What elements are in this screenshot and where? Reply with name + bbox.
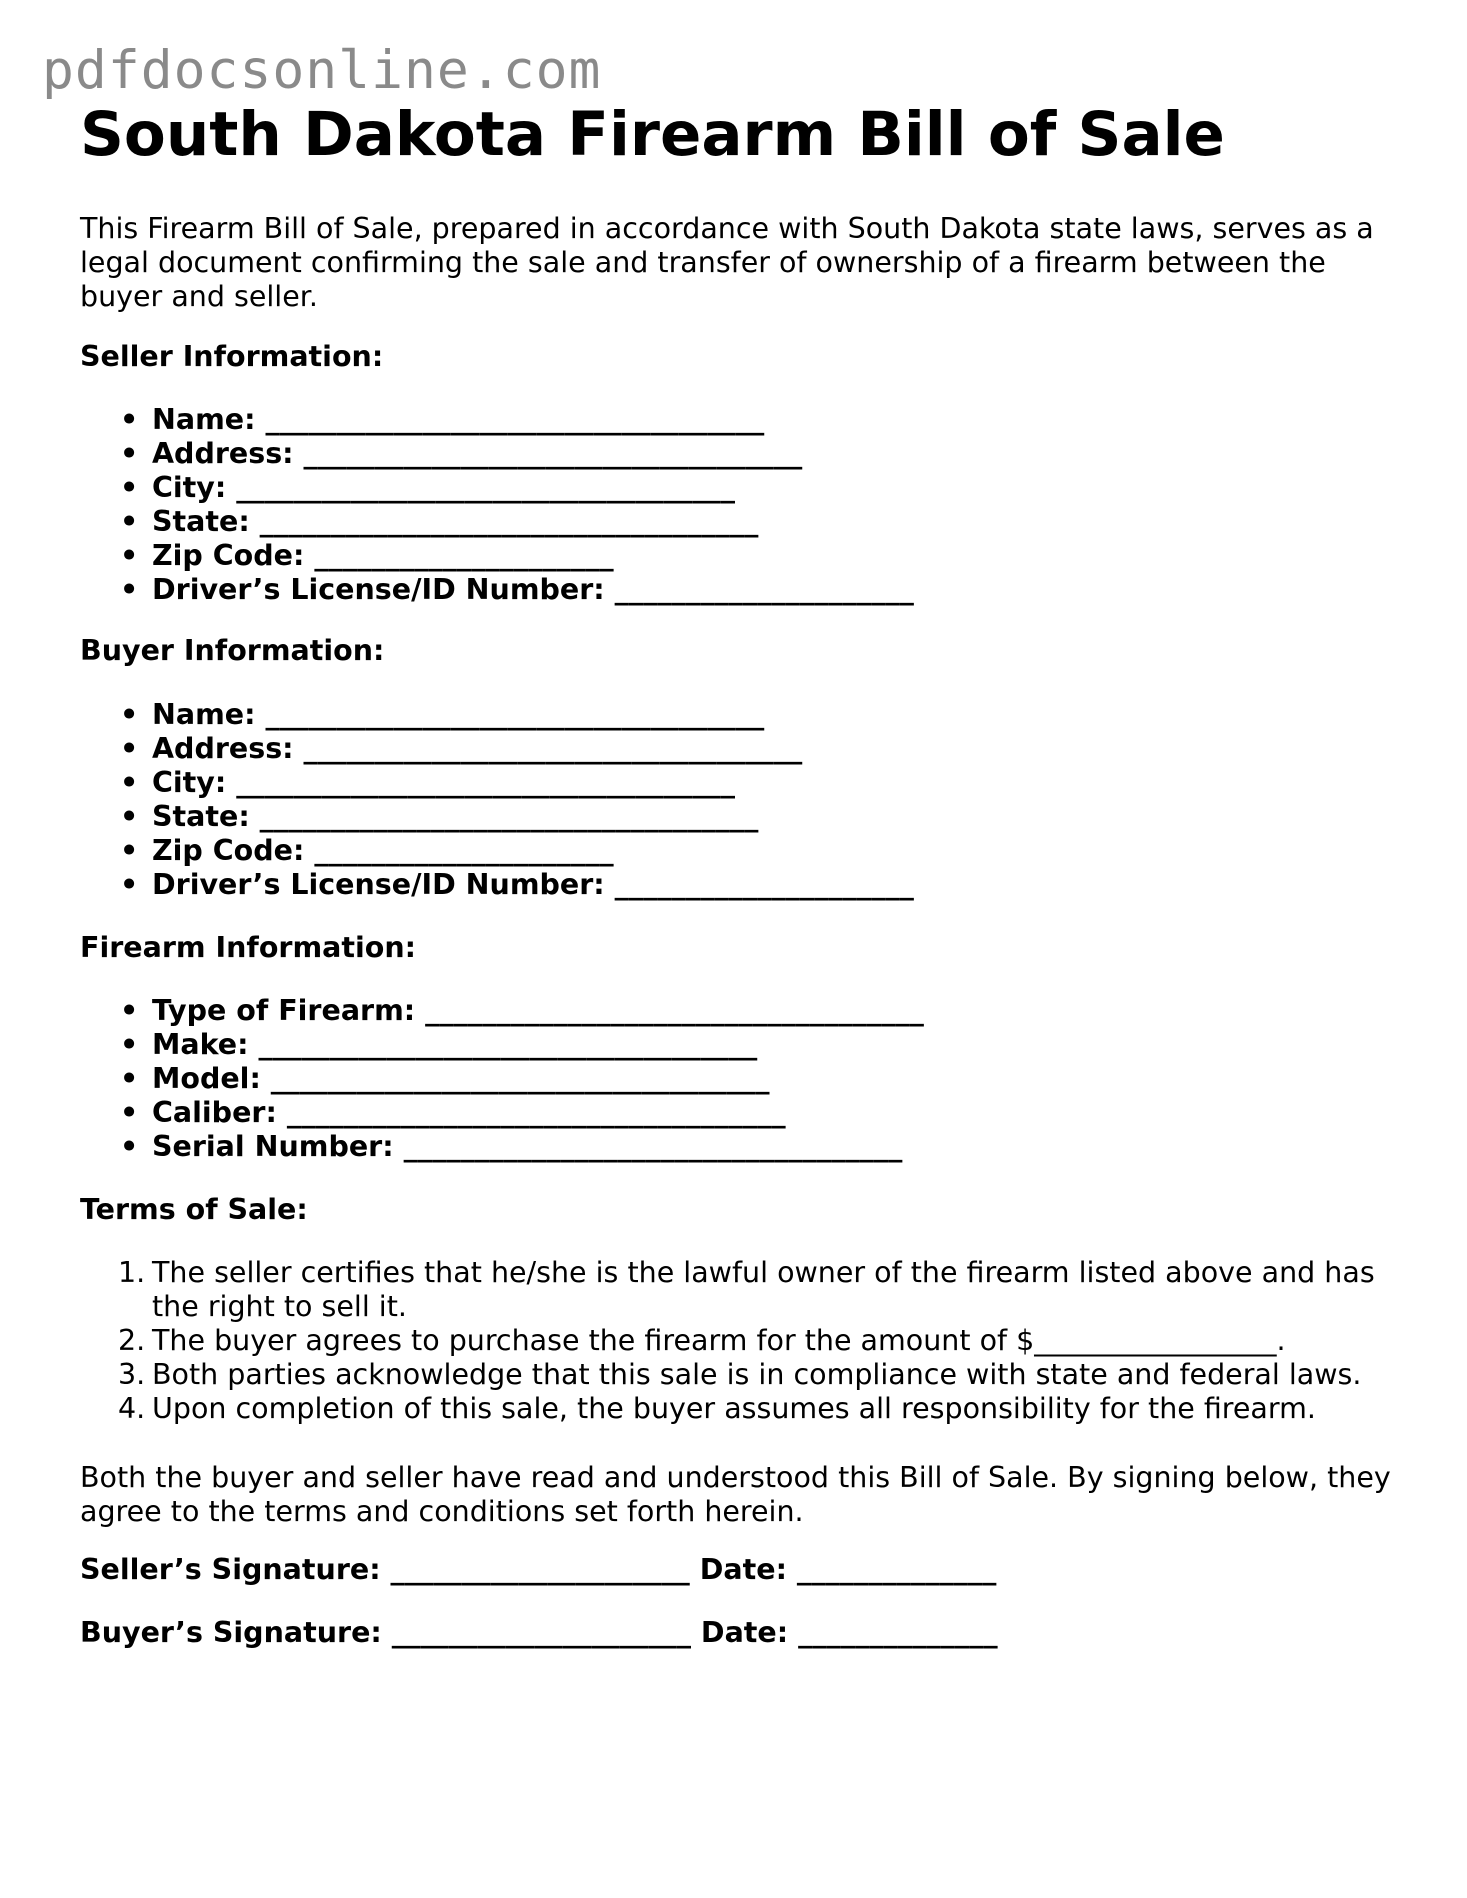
terms-list — [80, 1256, 1400, 1426]
buyer-license-field[interactable]: • Driver’s License/ID Number: _____________________ — [80, 868, 914, 902]
term-item: 4. Upon completion of this sale, the buyer assumes all responsibility for the firearm. — [118, 1392, 1316, 1425]
seller-signature-row — [80, 1553, 996, 1587]
firearm-caliber-field[interactable]: • Caliber: ___________________________________ — [80, 1096, 924, 1130]
seller-address-field[interactable]: • Address: ___________________________________ — [80, 437, 914, 471]
firearm-make-field[interactable]: • Make: ___________________________________ — [80, 1028, 924, 1062]
seller-date-label: Date: — [699, 1553, 787, 1586]
buyer-signature-row — [80, 1616, 998, 1650]
closing-paragraph: Both the buyer and seller have read and understood this Bill of Sale. By signing below, they agree to the terms and conditions set forth herein. — [80, 1461, 1391, 1528]
buyer-address-field[interactable]: • Address: ___________________________________ — [80, 732, 914, 766]
buyer-zip-field[interactable]: • Zip Code: _____________________ — [80, 834, 914, 868]
buyer-date-line[interactable]: ______________ — [798, 1616, 998, 1649]
seller-section-heading: Seller Information: — [80, 340, 384, 373]
buyer-state-field[interactable]: • State: ___________________________________ — [80, 800, 914, 834]
firearm-serial-field[interactable]: • Serial Number: ___________________________________ — [80, 1130, 924, 1164]
seller-fields-list — [80, 403, 914, 607]
terms-section-heading: Terms of Sale: — [80, 1193, 308, 1226]
buyer-name-field[interactable]: • Name: ___________________________________ — [80, 698, 914, 732]
buyer-section-heading: Buyer Information: — [80, 634, 385, 667]
buyer-signature-line[interactable]: _____________________ — [391, 1616, 691, 1649]
seller-state-field[interactable]: • State: ___________________________________ — [80, 505, 914, 539]
seller-city-field[interactable]: • City: ___________________________________ — [80, 471, 914, 505]
firearm-section-heading: Firearm Information: — [80, 931, 417, 964]
intro-paragraph: This Firearm Bill of Sale, prepared in accordance with South Dakota state laws, serves as a legal document confirming the sale and transfer of ownership of a firearm between the buyer and seller. — [80, 212, 1374, 313]
buyer-fields-list — [80, 698, 914, 902]
term-item: 3. Both parties acknowledge that this sale is in compliance with state and federal laws. — [118, 1358, 1362, 1391]
term-item: 1. The seller certifies that he/she is the lawful owner of the firearm listed above and has the right to sell it. — [118, 1256, 1375, 1323]
watermark: pdfdocsonline.com — [42, 40, 602, 101]
seller-date-line[interactable]: ______________ — [796, 1553, 997, 1586]
buyer-city-field[interactable]: • City: ___________________________________ — [80, 766, 914, 800]
seller-signature-line[interactable]: _____________________ — [390, 1553, 690, 1586]
seller-zip-field[interactable]: • Zip Code: _____________________ — [80, 539, 914, 573]
firearm-type-field[interactable]: • Type of Firearm: ___________________________________ — [80, 994, 924, 1028]
firearm-model-field[interactable]: • Model: ___________________________________ — [80, 1062, 924, 1096]
seller-signature-label: Seller’s Signature: — [80, 1553, 381, 1586]
firearm-fields-list — [80, 994, 924, 1164]
buyer-date-label: Date: — [700, 1616, 789, 1649]
term-item-price[interactable]: 2. The buyer agrees to purchase the firearm for the amount of $_________________. — [118, 1324, 1286, 1357]
seller-license-field[interactable]: • Driver’s License/ID Number: _____________________ — [80, 573, 914, 607]
buyer-signature-label: Buyer’s Signature: — [80, 1616, 382, 1649]
page-title: South Dakota Firearm Bill of Sale — [80, 99, 1225, 170]
seller-name-field[interactable]: • Name: ___________________________________ — [80, 403, 914, 437]
